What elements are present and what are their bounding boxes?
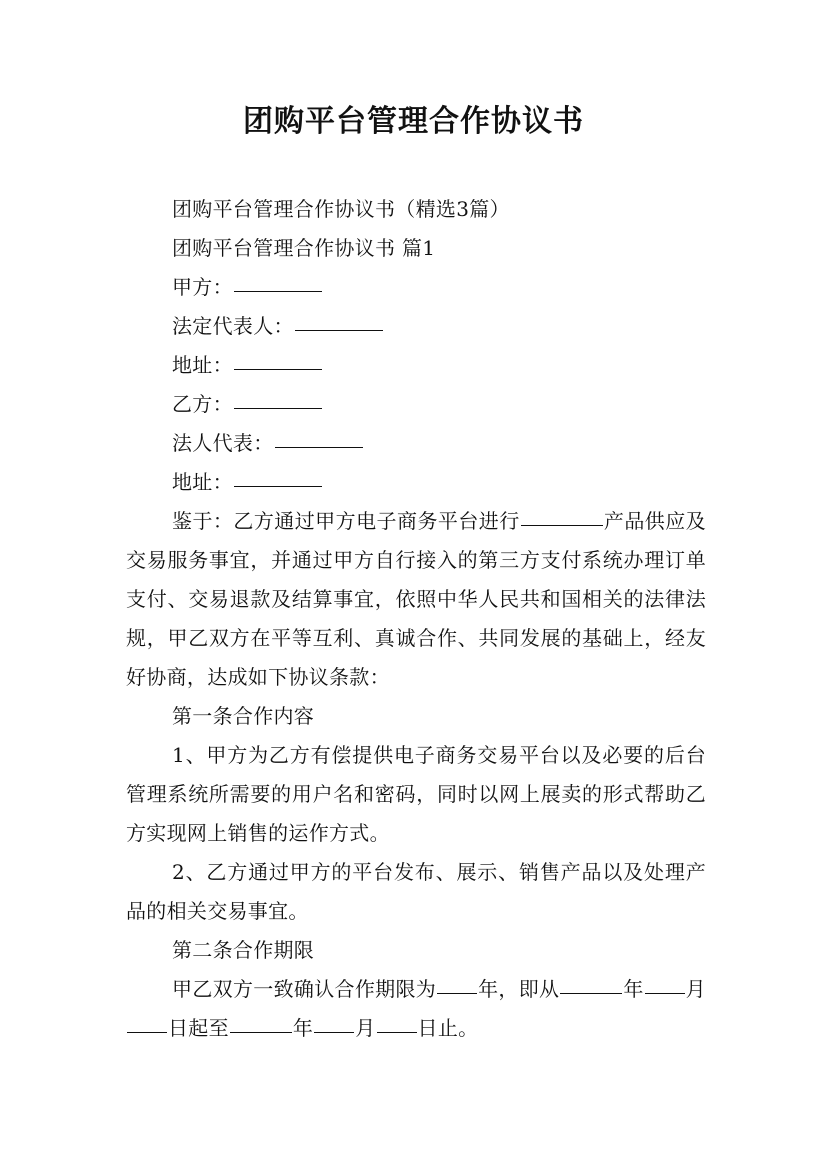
party-a-line <box>126 268 706 307</box>
preamble-part1: 鉴于：乙方通过甲方电子商务平台进行 <box>172 509 520 533</box>
party-b-rep-line <box>126 424 706 463</box>
party-b-blank <box>234 407 322 409</box>
article2-part1: 甲乙双方一致确认合作期限为 <box>172 977 437 1001</box>
party-a-address-line <box>126 346 706 385</box>
party-b-label: 乙方： <box>172 392 233 416</box>
party-a-rep-line <box>126 307 706 346</box>
end-month-blank <box>314 1031 354 1033</box>
party-b-address-line <box>126 463 706 502</box>
subtitle: 团购平台管理合作协议书（精选3篇） <box>172 197 510 221</box>
article2-month2: 月 <box>355 1016 376 1040</box>
start-year-blank <box>560 992 622 994</box>
document-title: 团购平台管理合作协议书 <box>243 104 584 139</box>
end-day-blank <box>377 1031 417 1033</box>
party-a-rep-label: 法定代表人： <box>172 314 294 338</box>
party-a-blank <box>234 290 322 292</box>
article2-year2: 年 <box>623 977 644 1001</box>
product-blank <box>521 524 603 526</box>
preamble-part2: 产品供应及交易服务事宜，并通过甲方自行接入的第三方支付系统办理订单支付、交易退款及结算事宜，依照中华人民共和国相关的法律法规，甲乙双方在平等互利、真诚合作、共同发展的基础上，经友好协商，达成如下协议条款： <box>126 509 707 689</box>
party-a-label: 甲方： <box>172 275 233 299</box>
article2-paragraph <box>126 970 706 1048</box>
party-b-rep-blank <box>275 446 363 448</box>
end-year-blank <box>230 1031 292 1033</box>
article2-year3: 年 <box>292 1016 314 1040</box>
article2-heading: 第二条合作期限 <box>172 938 315 962</box>
party-b-address-blank <box>234 485 322 487</box>
article1-item1: 1、甲方为乙方有偿提供电子商务交易平台以及必要的后台管理系统所需要的用户名和密码，同时以网上展卖的形式帮助乙方实现网上销售的运作方式。 <box>126 743 706 845</box>
article2-day2: 日止。 <box>417 1016 479 1040</box>
party-a-address-label: 地址： <box>172 353 233 377</box>
article1-heading: 第一条合作内容 <box>172 704 315 728</box>
article1-item2: 2、乙方通过甲方的平台发布、展示、销售产品以及处理产品的相关交易事宜。 <box>126 860 706 923</box>
term-years-blank <box>437 992 477 994</box>
party-a-address-blank <box>234 368 322 370</box>
article2-year1: 年，即从 <box>478 977 560 1001</box>
section-heading: 团购平台管理合作协议书 篇1 <box>172 236 436 260</box>
document-body <box>126 190 706 1048</box>
article2-month1: 月 <box>685 977 706 1001</box>
party-b-address-label: 地址： <box>172 470 233 494</box>
start-month-blank <box>645 992 685 994</box>
party-b-rep-label: 法人代表： <box>172 431 274 455</box>
party-b-line <box>126 385 706 424</box>
start-day-blank <box>127 1031 167 1033</box>
party-a-rep-blank <box>295 329 383 331</box>
article2-day1: 日起至 <box>168 1016 229 1040</box>
preamble-paragraph <box>126 502 706 697</box>
